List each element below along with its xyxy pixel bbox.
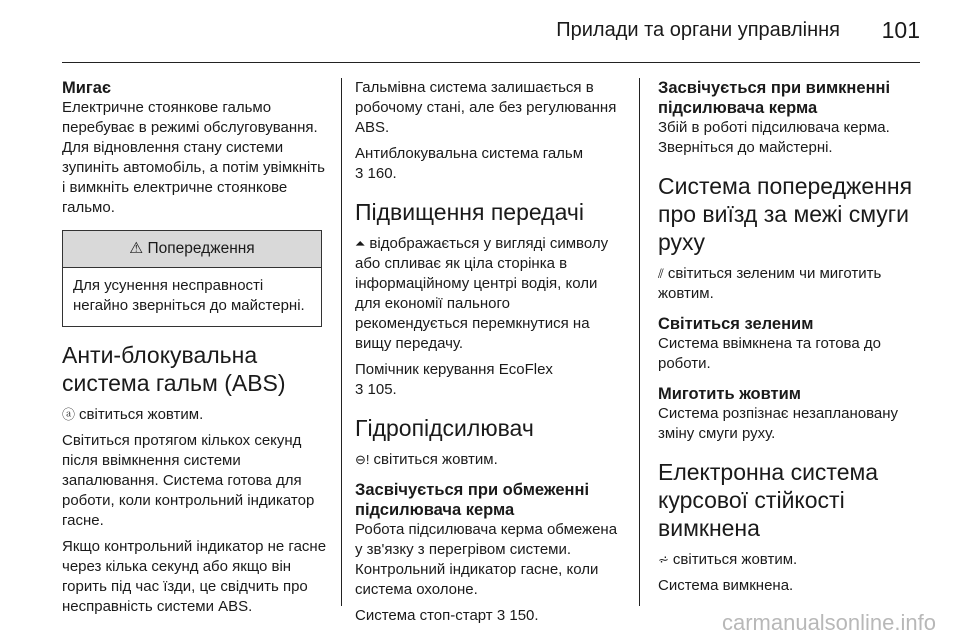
paragraph xyxy=(355,234,623,354)
watermark: carmanualsonline.info xyxy=(721,610,936,635)
power-steering-status-text: світиться жовтим. xyxy=(373,451,498,468)
paragraph: Гальмівна система залишається в робочому стані, але без регулювання ABS. xyxy=(355,79,617,136)
cross-reference-page: 160. xyxy=(367,165,397,182)
warning-icon: ⚠ xyxy=(129,240,144,257)
cross-reference-arrow-icon: 3 xyxy=(496,607,506,624)
cross-reference-text: Система стоп-старт xyxy=(355,607,493,624)
upshift-icon: ⏶ xyxy=(355,236,366,251)
paragraph xyxy=(355,606,623,626)
paragraph: Система ввімкнена та готова до роботи. xyxy=(658,335,881,372)
power-steering-icon: ⊖! xyxy=(355,452,370,467)
section-subheading: Миготить жовтим xyxy=(658,385,801,403)
paragraph: Збій в роботі підсилювача керма. Зверніться до майстерні. xyxy=(658,119,890,156)
section-heading-abs: Анти-блокувальна система гальм (ABS) xyxy=(62,342,286,396)
section-subheading: Засвічується при обмеженні підсилювача керма xyxy=(355,481,590,519)
section-heading-power-steering: Гідропідсилювач xyxy=(355,415,534,441)
paragraph: Якщо контрольний індикатор не гасне через кілька секунд або якщо він горить під час їзди, це свідчить про несправність системи ABS. xyxy=(62,538,327,615)
cross-reference-page: 150. xyxy=(509,607,539,624)
cross-reference-arrow-icon: 3 xyxy=(355,381,364,398)
cross-reference-text: Помічник керування EcoFlex xyxy=(355,361,553,378)
paragraph xyxy=(355,144,623,184)
lane-departure-icon: ⫽ xyxy=(658,266,664,281)
paragraph: Робота підсилювача керма обмежена у зв'язку з перегрівом системи. Контрольний індикатор гасне, коли система охолоне. xyxy=(355,521,618,598)
paragraph xyxy=(355,450,623,470)
cross-reference-page: 105. xyxy=(367,381,397,398)
paragraph xyxy=(62,405,330,425)
lane-departure-status-text: світиться зеленим чи миготить жовтим. xyxy=(658,265,882,302)
page-number: 101 xyxy=(881,17,920,43)
paragraph: Система вимкнена. xyxy=(658,577,794,594)
upshift-text: відображається у вигляді символу або спливає як ціла сторінка в інформаційному центрі водія, коли для економії пального рекомендується перемкнутися на вищу передачу. xyxy=(355,235,609,352)
column-1 xyxy=(62,78,330,623)
column-divider xyxy=(341,78,342,606)
section-heading-upshift: Підвищення передачі xyxy=(355,199,584,225)
esc-off-icon: ⩫ xyxy=(658,552,669,567)
column-3 xyxy=(658,78,920,602)
column-2 xyxy=(355,78,623,632)
abs-icon: ⓐ xyxy=(62,407,76,422)
paragraph xyxy=(658,550,920,570)
paragraph: Електричне стоянкове гальмо перебуває в режимі обслуговування. Для відновлення стану системи зупиніть автомобіль, а потім увімкніть і вимкніть електричне стоянкове гальмо. xyxy=(62,99,325,216)
header-divider xyxy=(62,62,920,63)
section-heading-lane-departure: Система попередження про виїзд за межі смуги руху xyxy=(658,173,913,255)
section-subheading-blinks: Мигає xyxy=(62,79,112,97)
abs-status-text: світиться жовтим. xyxy=(79,406,204,423)
paragraph xyxy=(355,360,623,400)
esc-status-text: світиться жовтим. xyxy=(672,551,798,568)
cross-reference-text: Антиблокувальна система гальм xyxy=(355,145,584,162)
paragraph xyxy=(658,264,920,304)
section-subheading: Засвічується при вимкненні підсилювача керма xyxy=(658,79,891,117)
cross-reference-arrow-icon: 3 xyxy=(355,165,364,182)
paragraph: Система розпізнає незаплановану зміну смуги руху. xyxy=(658,405,899,442)
warning-header xyxy=(63,231,321,268)
paragraph: Світиться протягом кількох секунд після ввімкнення системи запалювання. Система готова для роботи, коли контрольний індикатор гасне. xyxy=(62,432,315,529)
section-heading-esc-off: Електронна система курсової стійкості вимкнена xyxy=(658,459,879,541)
warning-box xyxy=(62,230,322,327)
warning-body: Для усунення несправності негайно зверніться до майстерні. xyxy=(73,277,305,314)
column-divider xyxy=(639,78,640,606)
section-subheading: Світиться зеленим xyxy=(658,315,814,333)
warning-title: Попередження xyxy=(147,240,255,257)
page-header-title: Прилади та органи управління xyxy=(556,19,840,41)
